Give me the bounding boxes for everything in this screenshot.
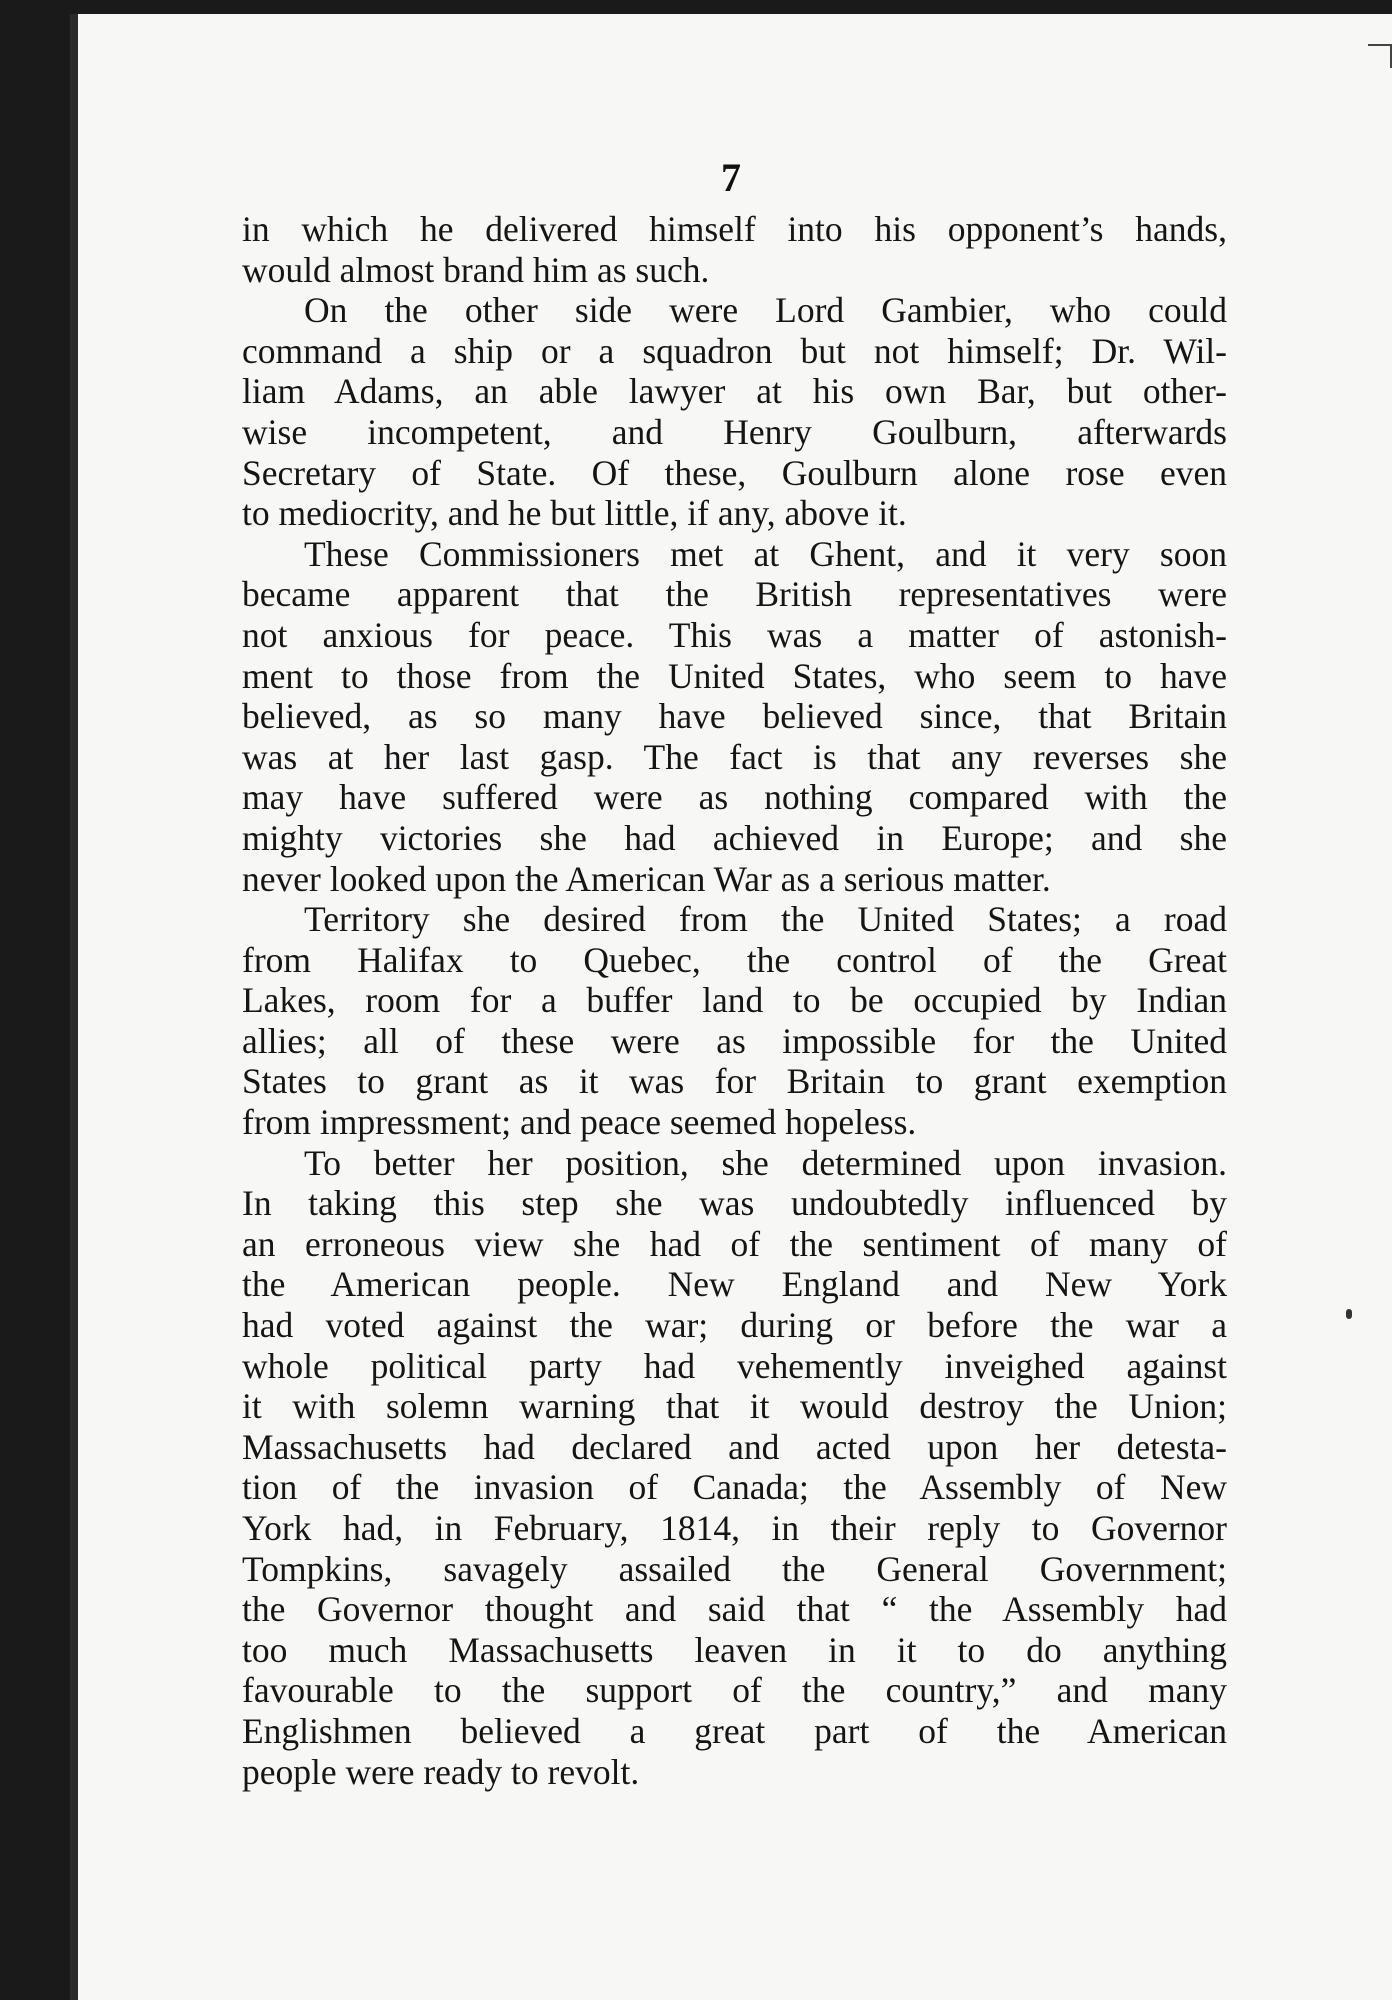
text-line: was at her last gasp. The fact is that any reverses she	[242, 736, 1227, 777]
text-line: an erroneous view she had of the sentiment of many of	[242, 1223, 1227, 1264]
text-line: Massachusetts had declared and acted upon her detesta-	[242, 1426, 1227, 1467]
text-line: became apparent that the British representatives were	[242, 574, 1227, 615]
text-line: may have suffered were as nothing compared with the	[242, 777, 1227, 818]
text-line: These Commissioners met at Ghent, and it very soon	[304, 533, 1227, 574]
text-line: the Governor thought and said that “ the Assembly had	[242, 1589, 1227, 1630]
ink-speck	[1346, 1309, 1352, 1319]
text-line: On the other side were Lord Gambier, who could	[304, 290, 1227, 331]
text-line: Englishmen believed a great part of the American	[242, 1710, 1227, 1751]
text-line: too much Massachusetts leaven in it to do anything	[242, 1629, 1227, 1670]
text-line: To better her position, she determined upon invasion.	[304, 1142, 1227, 1183]
text-line: in which he delivered himself into his opponent’s hands,	[242, 209, 1227, 249]
page-number: 7	[721, 155, 741, 200]
page-left-edge	[70, 14, 78, 2000]
text-line: people were ready to revolt.	[242, 1751, 640, 1792]
crop-corner-mark	[1368, 44, 1392, 68]
text-line: allies; all of these were as impossible for the United	[242, 1020, 1227, 1061]
text-line: ment to those from the United States, who seem to have	[242, 655, 1227, 696]
text-line: command a ship or a squadron but not himself; Dr. Wil-	[242, 330, 1227, 371]
text-line: Territory she desired from the United States; a road	[304, 899, 1227, 940]
text-line: never looked upon the American War as a serious matter.	[242, 858, 1051, 899]
text-line: In taking this step she was undoubtedly influenced by	[242, 1183, 1227, 1224]
text-line: from impressment; and peace seemed hopeless.	[242, 1102, 917, 1143]
text-line: from Halifax to Quebec, the control of the Great	[242, 939, 1227, 980]
text-line: not anxious for peace. This was a matter of astonish-	[242, 614, 1227, 655]
text-line: mighty victories she had achieved in Europe; and she	[242, 817, 1227, 858]
text-line: would almost brand him as such.	[242, 249, 710, 290]
text-line: Tompkins, savagely assailed the General Government;	[242, 1548, 1227, 1589]
text-line: York had, in February, 1814, in their reply to Governor	[242, 1508, 1227, 1548]
text-line: States to grant as it was for Britain to grant exemption	[242, 1061, 1227, 1102]
text-line: Lakes, room for a buffer land to be occupied by Indian	[242, 980, 1227, 1021]
book-page	[70, 14, 1392, 2000]
text-line: believed, as so many have believed since, that Britain	[242, 696, 1227, 737]
text-line: whole political party had vehemently inveighed against	[242, 1345, 1227, 1386]
text-line: to mediocrity, and he but little, if any, above it.	[242, 493, 907, 534]
text-line: favourable to the support of the country,” and many	[242, 1670, 1227, 1711]
text-line: Secretary of State. Of these, Goulburn alone rose even	[242, 452, 1227, 493]
text-line: tion of the invasion of Canada; the Assembly of New	[242, 1467, 1227, 1508]
text-line: it with solemn warning that it would destroy the Union;	[242, 1386, 1227, 1427]
text-line: wise incompetent, and Henry Goulburn, afterwards	[242, 411, 1227, 452]
text-line: the American people. New England and New York	[242, 1264, 1227, 1305]
body-text	[242, 209, 1227, 1792]
text-line: had voted against the war; during or before the war a	[242, 1305, 1227, 1346]
text-line: liam Adams, an able lawyer at his own Bar, but other-	[242, 371, 1227, 412]
